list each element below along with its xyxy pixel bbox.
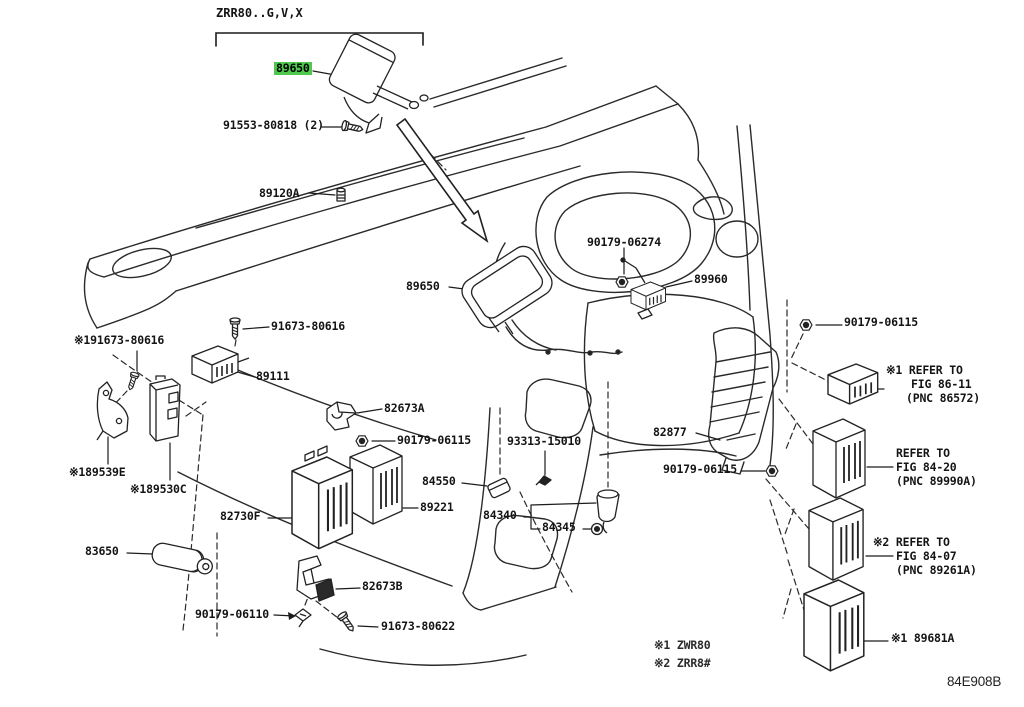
bulb-84345-icon bbox=[592, 524, 603, 535]
amplifier-83650-art bbox=[150, 541, 215, 575]
pointer-arrow bbox=[397, 119, 487, 241]
refer-note-fig84-07-line3: (PNC 89261A) bbox=[896, 563, 977, 577]
footnote-zrr8: ※2 ZRR8# bbox=[654, 656, 711, 670]
part-label-89221: 89221 bbox=[420, 500, 454, 514]
bolt-icon bbox=[126, 371, 140, 391]
module-fig84-07-art bbox=[809, 498, 863, 580]
switch-84550-art bbox=[487, 477, 511, 498]
part-label-82673B: 82673B bbox=[362, 579, 403, 593]
part-label-82877: 82877 bbox=[653, 425, 687, 439]
model-code: ZRR80..G,V,X bbox=[216, 6, 303, 20]
part-label-89650-mid: 89650 bbox=[406, 279, 440, 293]
nut-icon bbox=[766, 466, 778, 476]
refer-note-fig86-11-line3: (PNC 86572) bbox=[906, 391, 980, 405]
part-label-84340: 84340 bbox=[483, 508, 517, 522]
bracket-82673A-art bbox=[327, 402, 356, 430]
switch-89530C-art bbox=[150, 376, 180, 441]
refer-note-fig84-07-line1: ※2 REFER TO bbox=[873, 535, 950, 549]
airbag-89650-art bbox=[457, 241, 557, 334]
bracket-82673B-art bbox=[297, 556, 334, 601]
refer-note-fig84-20-line3: (PNC 89990A) bbox=[896, 474, 977, 488]
part-label-93313-15010: 93313-15010 bbox=[507, 434, 581, 448]
module-89681A-art bbox=[804, 580, 864, 671]
part-label-84550: 84550 bbox=[422, 474, 456, 488]
part-label-84345: 84345 bbox=[542, 520, 576, 534]
nut-icon bbox=[616, 277, 628, 287]
part-label-90179-06115-a: 90179-06115 bbox=[397, 433, 471, 447]
part-label-89681A: ※1 89681A bbox=[891, 631, 955, 645]
part-label-89960: 89960 bbox=[694, 272, 728, 286]
refer-note-fig84-20-line2: FIG 84-20 bbox=[896, 460, 957, 474]
clip-89120A-icon bbox=[337, 188, 345, 201]
bracket-89539E-art bbox=[97, 382, 128, 440]
module-89960-art bbox=[621, 258, 666, 319]
junction-82730F-art bbox=[292, 446, 352, 549]
sensor-89650-art bbox=[327, 32, 428, 133]
part-label-90179-06110: 90179-06110 bbox=[195, 607, 269, 621]
ecu-89221-art bbox=[350, 445, 402, 524]
part-label-90179-06274: 90179-06274 bbox=[587, 235, 661, 249]
part-label-89539E: ※189539E bbox=[69, 465, 126, 479]
part-label-89111: 89111 bbox=[256, 369, 290, 383]
part-label-90179-06115-b: 90179-06115 bbox=[663, 462, 737, 476]
bolt-icon bbox=[337, 611, 357, 634]
part-label-89120A: 89120A bbox=[259, 186, 300, 200]
nut-icon bbox=[800, 320, 812, 330]
part-label-91673-80622: 91673-80622 bbox=[381, 619, 455, 633]
part-label-91553-80818: 91553-80818 (2) bbox=[223, 118, 324, 132]
diagram-code: 84E908B bbox=[947, 674, 1002, 689]
ecu-89111-art bbox=[192, 346, 249, 383]
part-label-91673-80616: 91673-80616 bbox=[271, 319, 345, 333]
module-fig84-20-art bbox=[813, 419, 865, 498]
screw-icon bbox=[341, 120, 364, 134]
nut-icon bbox=[356, 436, 368, 446]
footnote-zwr80: ※1 ZWR80 bbox=[654, 638, 711, 652]
refer-note-fig86-11-line2: FIG 86-11 bbox=[911, 377, 972, 391]
part-label-83650: 83650 bbox=[85, 544, 119, 558]
refer-note-fig84-20-line1: REFER TO bbox=[896, 446, 950, 460]
refer-note-fig84-07-line2: FIG 84-07 bbox=[896, 549, 957, 563]
part-label-91673-80616-note1: ※191673-80616 bbox=[74, 333, 165, 347]
clip-93313-icon bbox=[536, 476, 551, 485]
part-label-82730F: 82730F bbox=[220, 509, 261, 523]
clip-90179-06110-icon bbox=[295, 609, 311, 627]
part-label-90179-06115-c: 90179-06115 bbox=[844, 315, 918, 329]
bolt-icon bbox=[230, 318, 240, 339]
module-fig86-11-art bbox=[828, 364, 878, 404]
part-label-89530C: ※189530C bbox=[130, 482, 187, 496]
part-label-82673A: 82673A bbox=[384, 401, 425, 415]
highlighted-part-label-89650[interactable]: 89650 bbox=[276, 61, 310, 75]
refer-note-fig86-11-line1: ※1 REFER TO bbox=[886, 363, 963, 377]
